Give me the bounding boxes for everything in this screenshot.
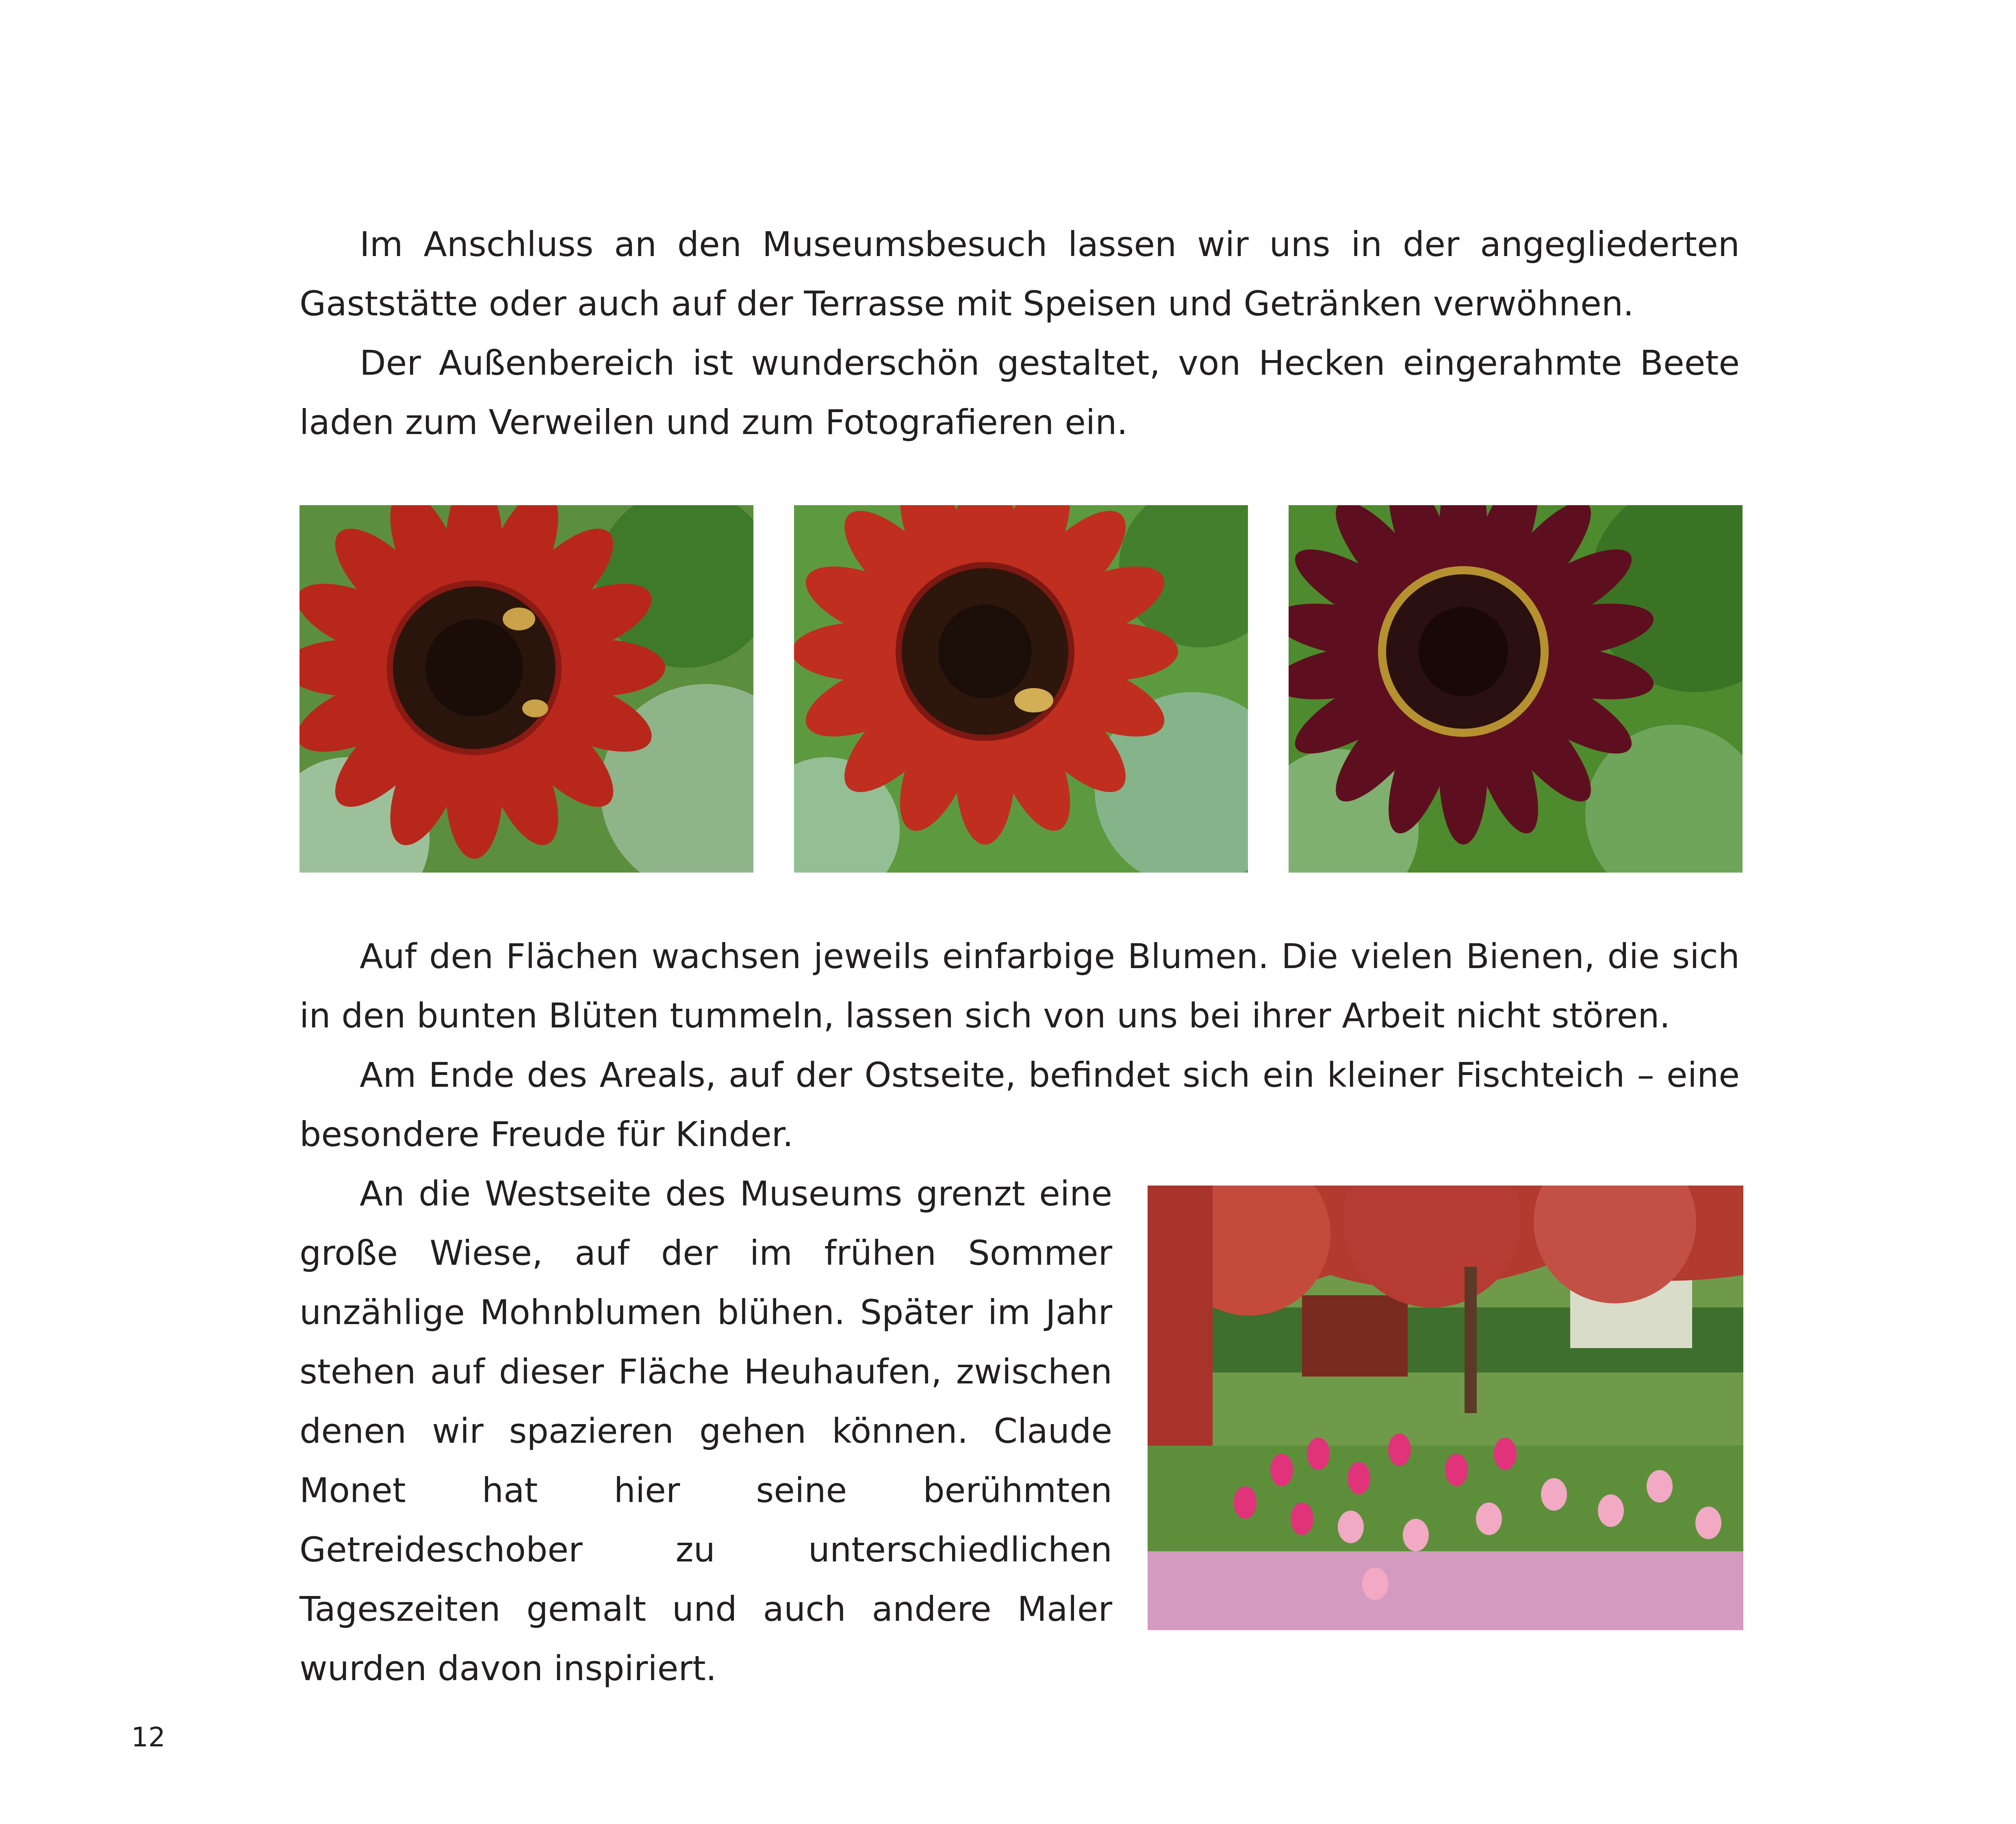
- paragraph: Im Anschluss an den Museumsbesuch lassen wir uns in der angegliederten Gaststätte oder auch auf der Terrasse mit Speisen und Getränken verwöhnen.: [299, 224, 1740, 324]
- page-number: 12: [131, 1722, 165, 1753]
- sunflower-photo-1: [299, 505, 753, 873]
- garden-tulips-photo: [1148, 1186, 1743, 1630]
- intro-text-block: [299, 215, 1740, 452]
- middle-text-block: [299, 927, 1740, 1164]
- paragraph: An die Westseite des Museums grenzt eine große Wiese, auf der im frühen Sommer unzählige Mohnblumen blühen. Später im Jahr stehen auf dieser Fläche Heuhaufen, zwischen denen wir spazieren gehen können. Claude Monet hat hier seine berühmten Getreideschober zu unterschiedlichen Tageszeiten gemalt und auch andere Maler wurden davon inspiriert.: [299, 1174, 1112, 1688]
- sunflower-photo-2: [794, 505, 1248, 873]
- bottom-text-block: [299, 1164, 1112, 1698]
- paragraph: Der Außenbereich ist wunderschön gestaltet, von Hecken eingerahmte Beete laden zum Verweilen und zum Fotografieren ein.: [299, 343, 1740, 442]
- sunflower-photo-3: [1289, 505, 1743, 873]
- paragraph: Auf den Flächen wachsen jeweils einfarbige Blumen. Die vielen Bienen, die sich in den bunten Blüten tummeln, lassen sich von uns bei ihrer Arbeit nicht stören.: [299, 936, 1740, 1036]
- paragraph: Am Ende des Areals, auf der Ostseite, befindet sich ein kleiner Fischteich – eine besondere Freude für Kinder.: [299, 1055, 1740, 1154]
